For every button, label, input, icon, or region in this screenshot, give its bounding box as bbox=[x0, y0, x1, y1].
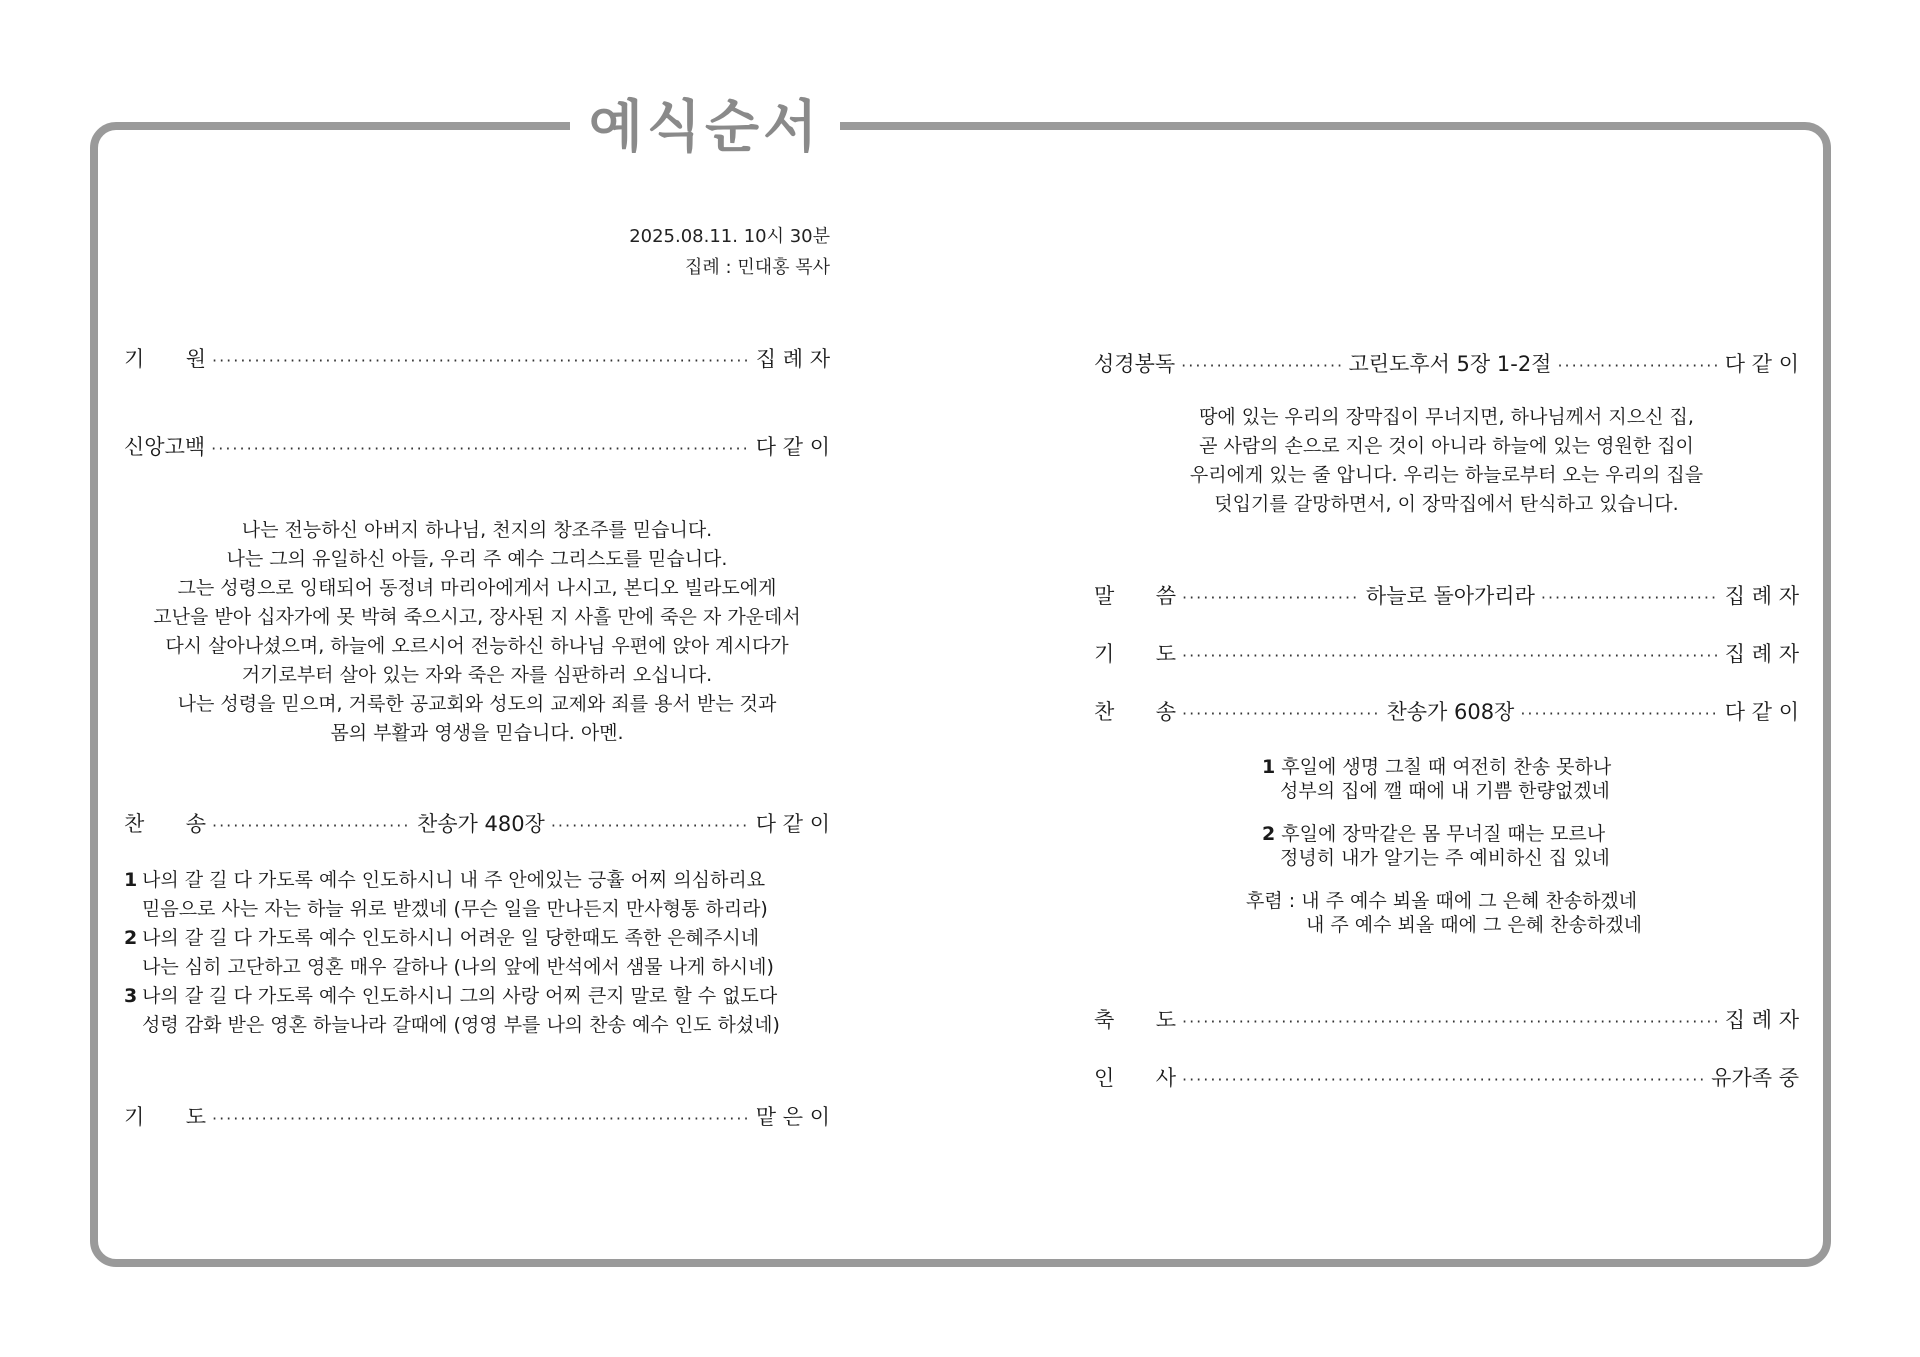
order-performer: 유가족 중 bbox=[1711, 1066, 1799, 1090]
order-performer: 집 례 자 bbox=[1724, 584, 1799, 608]
order-label: 기 도 bbox=[1094, 642, 1176, 666]
hymn-verse-line: 1 후일에 생명 그칠 때 여전히 찬송 못하나 bbox=[1262, 756, 1612, 778]
order-item-creed bbox=[124, 431, 830, 461]
refrain-line: 후렴 : 내 주 예수 뵈올 때에 그 은혜 찬송하겠네 bbox=[1246, 890, 1638, 912]
order-performer: 맡 은 이 bbox=[755, 1105, 830, 1129]
order-performer: 다 같 이 bbox=[755, 812, 830, 836]
leader-dots bbox=[212, 816, 411, 835]
order-label: 기 원 bbox=[124, 347, 206, 371]
order-item-invocation bbox=[124, 343, 830, 373]
order-item-sermon bbox=[1094, 580, 1799, 610]
hymn-verse-line: 성령 감화 받은 영혼 하늘나라 갈때에 (영영 부를 나의 찬송 예수 인도 하셨네) bbox=[142, 1014, 780, 1036]
leader-dots bbox=[1182, 646, 1719, 665]
leader-dots bbox=[1520, 704, 1718, 723]
leader-dots bbox=[551, 816, 750, 835]
order-item-prayer bbox=[124, 1101, 830, 1131]
scripture-line: 우리에게 있는 줄 압니다. 우리는 하늘로부터 오는 우리의 집을 bbox=[1189, 464, 1704, 486]
hymn-verse-line: 성부의 집에 깰 때에 내 기쁨 한량없겠네 bbox=[1280, 780, 1610, 802]
order-performer: 집 례 자 bbox=[1724, 1008, 1799, 1032]
order-label: 찬 송 bbox=[1094, 700, 1176, 724]
leader-dots bbox=[1557, 356, 1718, 375]
order-performer: 집 례 자 bbox=[755, 347, 830, 371]
leader-dots bbox=[1182, 588, 1360, 607]
scripture-line: 곧 사람의 손으로 지은 것이 아니라 하늘에 있는 영원한 집이 bbox=[1199, 435, 1694, 457]
creed-line: 그는 성령으로 잉태되어 동정녀 마리아에게서 나시고, 본디오 빌라도에게 bbox=[177, 577, 777, 599]
title-banner bbox=[570, 88, 840, 168]
order-label: 성경봉독 bbox=[1094, 352, 1176, 376]
creed-text bbox=[124, 516, 830, 748]
order-label: 찬 송 bbox=[124, 812, 206, 836]
creed-line: 다시 살아나셨으며, 하늘에 오르시어 전능하신 하나님 우편에 앉아 계시다가 bbox=[165, 635, 789, 657]
order-item-greeting bbox=[1094, 1062, 1799, 1092]
leader-dots bbox=[1181, 356, 1342, 375]
hymn-verse-1 bbox=[1262, 755, 1611, 803]
leader-dots bbox=[1182, 1070, 1705, 1089]
order-item-benediction bbox=[1094, 1004, 1799, 1034]
order-performer: 다 같 이 bbox=[1724, 700, 1799, 724]
creed-line: 몸의 부활과 영생을 믿습니다. 아멘. bbox=[330, 722, 624, 744]
hymn-title: 찬송가 480장 bbox=[416, 812, 545, 836]
leader-dots bbox=[1182, 1012, 1719, 1031]
scripture-title: 고린도후서 5장 1-2절 bbox=[1348, 352, 1552, 376]
creed-line: 거기로부터 살아 있는 자와 죽은 자를 심판하러 오십니다. bbox=[241, 664, 713, 686]
order-performer: 집 례 자 bbox=[1724, 642, 1799, 666]
order-item-prayer-2 bbox=[1094, 638, 1799, 668]
leader-dots bbox=[211, 439, 750, 458]
scripture-text bbox=[1094, 403, 1799, 519]
hymn-verse-line: 3 나의 갈 길 다 가도록 예수 인도하시니 그의 사랑 어찌 큰지 말로 할 수 없도다 bbox=[124, 985, 778, 1007]
leader-dots bbox=[1541, 588, 1719, 607]
hymn-verse-line: 2 후일에 장막같은 몸 무너질 때는 모르나 bbox=[1262, 823, 1606, 845]
leader-dots bbox=[1182, 704, 1380, 723]
creed-line: 고난을 받아 십자가에 못 박혀 죽으시고, 장사된 지 사흘 만에 죽은 자 가운데서 bbox=[153, 606, 801, 628]
creed-line: 나는 성령을 믿으며, 거룩한 공교회와 성도의 교제와 죄를 용서 받는 것과 bbox=[177, 693, 777, 715]
order-item-hymn-2 bbox=[1094, 696, 1799, 726]
order-label: 신앙고백 bbox=[124, 435, 206, 459]
order-performer: 다 같 이 bbox=[755, 435, 830, 459]
hymn-verse-2 bbox=[1262, 822, 1610, 870]
creed-line: 나는 전능하신 아버지 하나님, 천지의 창조주를 믿습니다. bbox=[241, 519, 713, 541]
hymn-verse-line: 1 나의 갈 길 다 가도록 예수 인도하시니 내 주 안에있는 긍휼 어찌 의심하리요 bbox=[124, 869, 766, 891]
service-datetime: 2025.08.11. 10시 30분 bbox=[629, 226, 830, 247]
hymn-verses bbox=[124, 866, 780, 1040]
order-label: 축 도 bbox=[1094, 1008, 1176, 1032]
page-title: 예식순서 bbox=[588, 95, 822, 160]
order-label: 기 도 bbox=[124, 1105, 206, 1129]
leader-dots bbox=[212, 351, 750, 370]
order-label: 말 씀 bbox=[1094, 584, 1176, 608]
scripture-line: 땅에 있는 우리의 장막집이 무너지면, 하나님께서 지으신 집, bbox=[1199, 406, 1694, 428]
order-performer: 다 같 이 bbox=[1724, 352, 1799, 376]
hymn-refrain bbox=[1246, 889, 1642, 937]
sermon-title: 하늘로 돌아가리라 bbox=[1365, 584, 1535, 608]
order-item-hymn bbox=[124, 808, 830, 838]
hymn-title: 찬송가 608장 bbox=[1386, 700, 1515, 724]
creed-line: 나는 그의 유일하신 아들, 우리 주 예수 그리스도를 믿습니다. bbox=[226, 548, 728, 570]
order-item-scripture bbox=[1094, 348, 1799, 378]
hymn-verse-line: 믿음으로 사는 자는 하늘 위로 받겠네 (무슨 일을 만나든지 만사형통 하리라) bbox=[142, 898, 768, 920]
refrain-line: 내 주 예수 뵈올 때에 그 은혜 찬송하겠네 bbox=[1306, 914, 1642, 936]
order-label: 인 사 bbox=[1094, 1066, 1176, 1090]
hymn-verse-line: 정녕히 내가 알기는 주 예비하신 집 있네 bbox=[1280, 847, 1610, 869]
hymn-verse-line: 나는 심히 고단하고 영혼 매우 갈하나 (나의 앞에 반석에서 샘물 나게 하시네) bbox=[142, 956, 774, 978]
leader-dots bbox=[212, 1109, 750, 1128]
hymn-verse-line: 2 나의 갈 길 다 가도록 예수 인도하시니 어려운 일 당한때도 족한 은혜주시네 bbox=[124, 927, 760, 949]
scripture-line: 덧입기를 갈망하면서, 이 장막집에서 탄식하고 있습니다. bbox=[1214, 493, 1679, 515]
service-officiant: 집례 : 민대홍 목사 bbox=[685, 257, 830, 278]
